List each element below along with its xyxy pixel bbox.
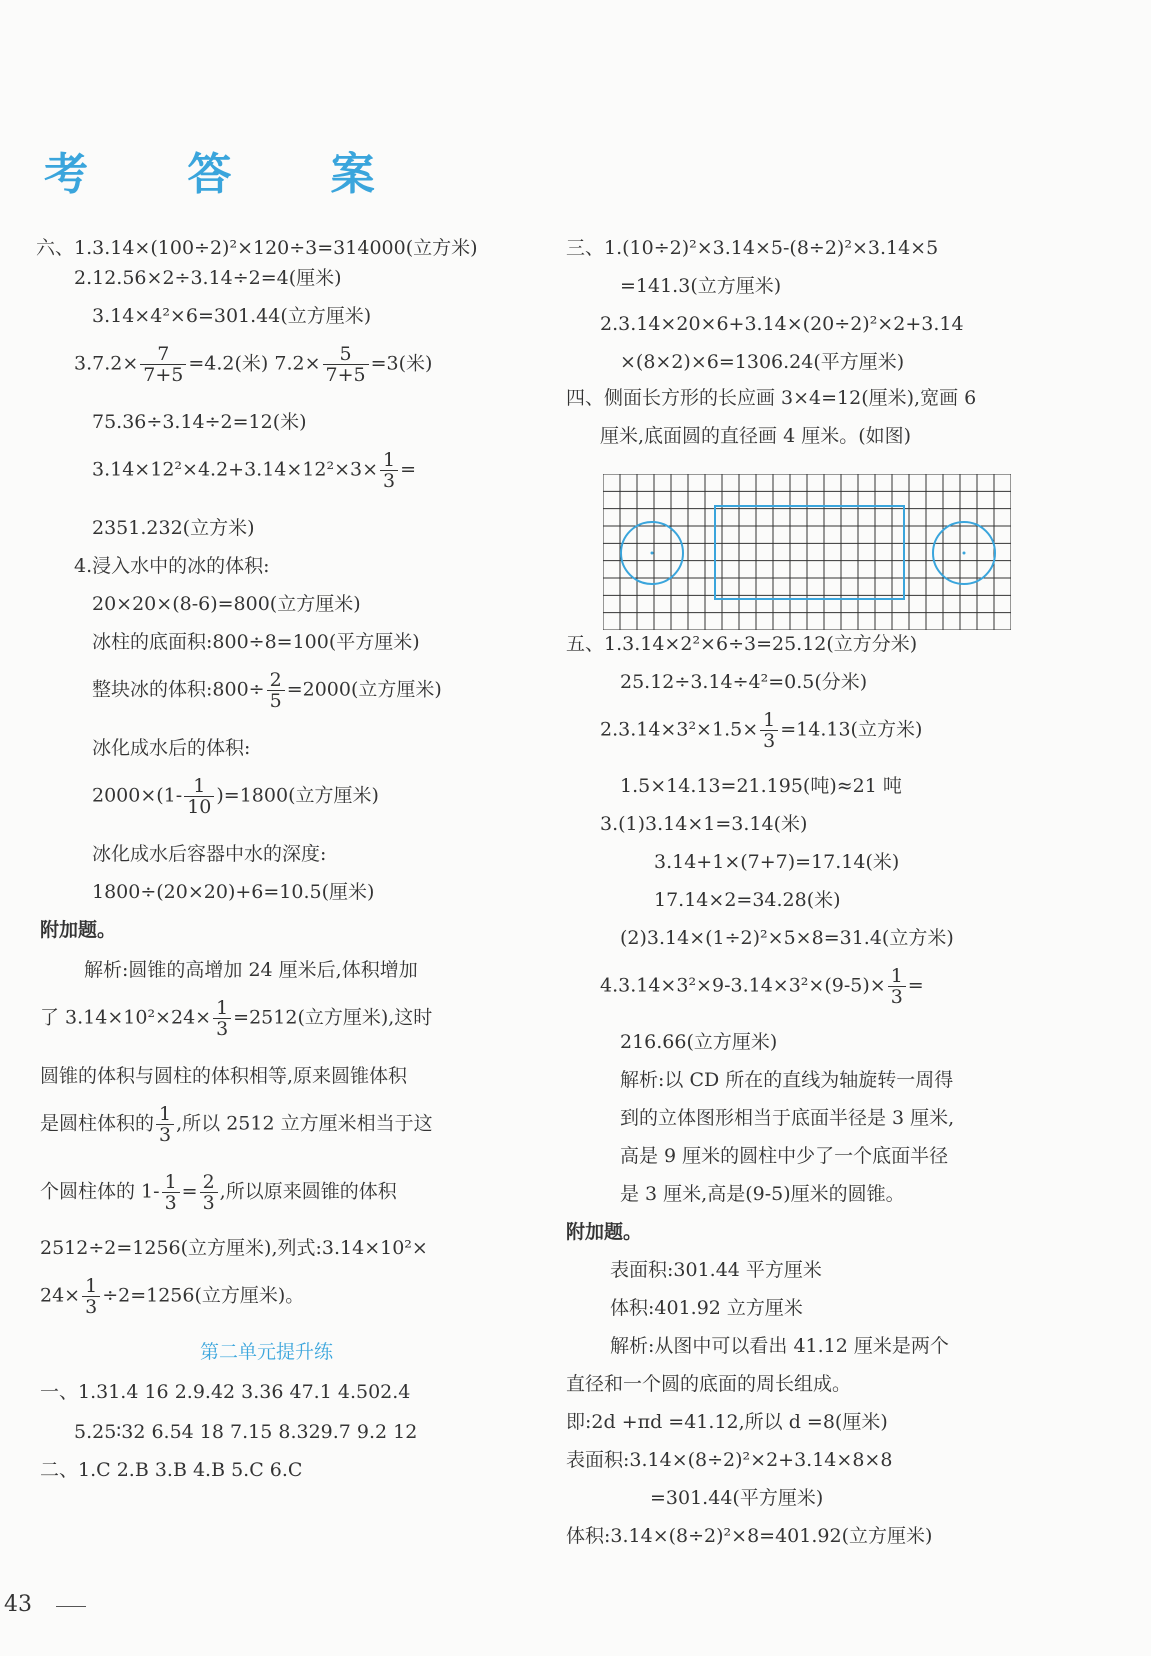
lateral-rectangle xyxy=(715,506,904,599)
answer-line: 四、侧面长方形的长应画 3×4=12(厘米),宽画 6 xyxy=(566,387,977,409)
answer-line: 4.3.14×3²×9-3.14×3²×(9-5)× $\frac{1}{3}$ = xyxy=(600,965,924,1008)
answer-line: 3.7.2× $\frac{7}{7+5}$ =4.2(米) 7.2× $\frac{5}{7+5}$ =3(米) xyxy=(74,343,433,386)
answer-line: 冰化成水后的体积: xyxy=(92,737,251,759)
answer-line: 1800÷(20×20)+6=10.5(厘米) xyxy=(92,881,375,903)
answer-line: 整块冰的体积:800÷ $\frac{2}{5}$ =2000(立方厘米) xyxy=(92,669,442,712)
answer-line: 3.(1)3.14×1=3.14(米) xyxy=(600,813,808,835)
answer-line: 2.3.14×3²×1.5× $\frac{1}{3}$ =14.13(立方米) xyxy=(600,709,923,752)
answer-line: 个圆柱体的 1- $\frac{1}{3}$ = $\frac{2}{3}$ ,所以原来圆锥的体积 xyxy=(40,1171,397,1214)
answer-line: 17.14×2=34.28(米) xyxy=(654,889,841,911)
answer-line: 75.36÷3.14÷2=12(米) xyxy=(92,411,307,433)
answer-line: 了 3.14×10²×24× $\frac{1}{3}$ =2512(立方厘米),这时 xyxy=(40,997,433,1040)
answer-line: 25.12÷3.14÷4²=0.5(分米) xyxy=(620,671,868,693)
answer-line: 216.66(立方厘米) xyxy=(620,1031,778,1053)
answer-line: 体积:401.92 立方厘米 xyxy=(610,1297,803,1319)
answer-line: ×(8×2)×6=1306.24(平方厘米) xyxy=(620,351,905,373)
footer-rule xyxy=(56,1606,86,1607)
answer-line: 表面积:3.14×(8÷2)²×2+3.14×8×8 xyxy=(566,1449,893,1471)
answer-line: 五、1.3.14×2²×6÷3=25.12(立方分米) xyxy=(566,633,918,655)
answer-line: 六、1.3.14×(100÷2)²×120÷3=314000(立方米) xyxy=(36,237,478,259)
cylinder-net-diagram xyxy=(603,474,1011,630)
answer-line: 表面积:301.44 平方厘米 xyxy=(610,1259,822,1281)
answer-line: 20×20×(8-6)=800(立方厘米) xyxy=(92,593,361,615)
page-number: 43 xyxy=(4,1592,32,1617)
answer-line: =141.3(立方厘米) xyxy=(620,275,782,297)
center-dot xyxy=(651,552,654,555)
answer-line: (2)3.14×(1÷2)²×5×8=31.4(立方米) xyxy=(620,927,954,949)
answer-line: 解析:以 CD 所在的直线为轴旋转一周得 xyxy=(620,1069,954,1091)
answer-line: 直径和一个圆的底面的周长组成。 xyxy=(566,1373,852,1395)
answer-line: 是 3 厘米,高是(9-5)厘米的圆锥。 xyxy=(620,1183,905,1205)
answer-line: 24× $\frac{1}{3}$ ÷2=1256(立方厘米)。 xyxy=(40,1275,305,1318)
answer-line: 2351.232(立方米) xyxy=(92,517,255,539)
answer-line: 4.浸入水中的冰的体积: xyxy=(74,555,270,577)
answer-line: 三、1.(10÷2)²×3.14×5-(8÷2)²×3.14×5 xyxy=(566,237,939,259)
section-title: 第二单元提升练 xyxy=(200,1341,334,1363)
answer-line: 3.14×4²×6=301.44(立方厘米) xyxy=(92,305,372,327)
answer-line: 3.14×12²×4.2+3.14×12²×3× $\frac{1}{3}$ = xyxy=(92,449,417,492)
answer-line: 是圆柱体积的 $\frac{1}{3}$ ,所以 2512 立方厘米相当于这 xyxy=(40,1103,433,1146)
answer-line: 3.14+1×(7+7)=17.14(米) xyxy=(654,851,900,873)
answer-line: 冰化成水后容器中水的深度: xyxy=(92,843,327,865)
answer-line: 体积:3.14×(8÷2)²×8=401.92(立方厘米) xyxy=(566,1525,933,1547)
section-heading: 附加题。 xyxy=(40,919,117,941)
answer-line: 解析:圆锥的高增加 24 厘米后,体积增加 xyxy=(84,959,418,981)
answer-line: 即:2d +πd =41.12,所以 d =8(厘米) xyxy=(566,1411,888,1433)
answer-line: 冰柱的底面积:800÷8=100(平方厘米) xyxy=(92,631,420,653)
answer-line: 2512÷2=1256(立方厘米),列式:3.14×10²× xyxy=(40,1237,428,1259)
answer-line: 一、1.31.4 16 2.9.42 3.36 47.1 4.502.4 xyxy=(40,1381,411,1403)
answer-line: 圆锥的体积与圆柱的体积相等,原来圆锥体积 xyxy=(40,1065,408,1087)
page-title: 考 答 案 xyxy=(44,149,417,200)
answer-line: 到的立体图形相当于底面半径是 3 厘米, xyxy=(620,1107,955,1129)
section-heading: 附加题。 xyxy=(566,1221,643,1243)
answer-line: 二、1.C 2.B 3.B 4.B 5.C 6.C xyxy=(40,1459,303,1481)
center-dot xyxy=(963,552,966,555)
answer-line: 1.5×14.13=21.195(吨)≈21 吨 xyxy=(620,775,902,797)
answer-line: 2000×(1- $\frac{1}{10}$ )=1800(立方厘米) xyxy=(92,775,379,818)
answer-line: 解析:从图中可以看出 41.12 厘米是两个 xyxy=(610,1335,949,1357)
answer-line: 高是 9 厘米的圆柱中少了一个底面半径 xyxy=(620,1145,949,1167)
answer-line: 2.3.14×20×6+3.14×(20÷2)²×2+3.14 xyxy=(600,313,964,335)
answer-line: 厘米,底面圆的直径画 4 厘米。(如图) xyxy=(600,425,912,447)
answer-line: 2.12.56×2÷3.14÷2=4(厘米) xyxy=(74,267,342,289)
answer-line: 5.25∶32 6.54 18 7.15 8.329.7 9.2 12 xyxy=(74,1421,418,1443)
answer-line: =301.44(平方厘米) xyxy=(650,1487,824,1509)
